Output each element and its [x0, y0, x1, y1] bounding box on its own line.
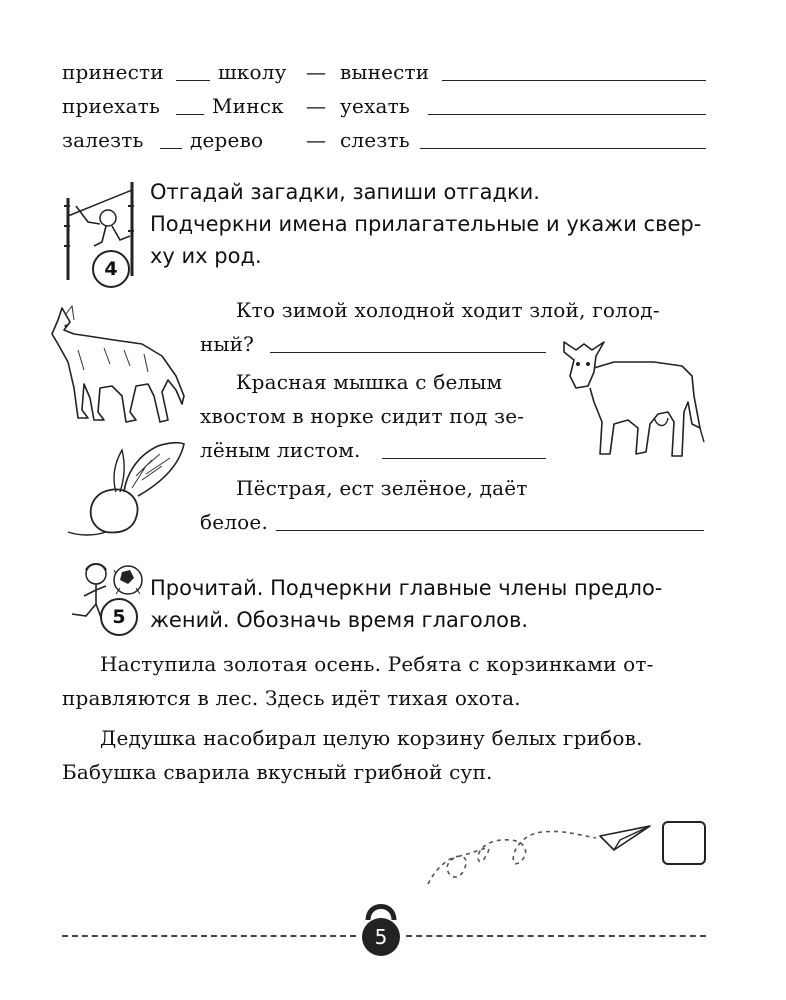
answer-line[interactable] [382, 458, 546, 459]
dash: — [306, 128, 327, 152]
riddle-line: Кто зимой холодной ходит злой, голод- [236, 298, 660, 322]
dash: — [306, 94, 327, 118]
word-verb: залезть [62, 128, 144, 152]
word-noun: Минск [212, 94, 284, 118]
text-line: Бабушка сварила вкусный грибной суп. [62, 760, 493, 784]
instruction-line: Прочитай. Подчеркни главные члены предло- [150, 576, 663, 600]
footer-divider-left [62, 935, 356, 937]
preposition-blank[interactable] [176, 80, 210, 81]
cow-illustration [554, 332, 710, 464]
answer-line[interactable] [276, 530, 704, 531]
wolf-illustration [44, 300, 190, 432]
answer-line[interactable] [420, 148, 706, 149]
footer-divider-right [406, 935, 706, 937]
preposition-blank[interactable] [160, 148, 182, 149]
task-number-badge: 5 [100, 598, 138, 636]
instruction-line: ху их род. [150, 244, 262, 268]
answer-line[interactable] [270, 352, 546, 353]
exercise-row [62, 60, 712, 90]
exercise-row [62, 128, 712, 158]
preposition-blank[interactable] [176, 114, 204, 115]
riddle-line: ный? [200, 332, 255, 356]
answer-line[interactable] [428, 114, 706, 115]
paper-plane-path-icon [424, 812, 656, 892]
text-line: Дедушка насобирал целую корзину белых грибов. [100, 726, 643, 750]
task-4-instructions [150, 176, 710, 272]
riddle-line: Пёстрая, ест зелёное, даёт [236, 476, 528, 500]
dash: — [306, 60, 327, 84]
answer-line[interactable] [442, 80, 706, 81]
text-line: правляются в лес. Здесь идёт тихая охота. [62, 686, 521, 710]
riddle-line: лёным листом. [200, 438, 361, 462]
riddle-line: хвостом в норке сидит под зе- [200, 404, 525, 428]
word-noun: дерево [190, 128, 264, 152]
text-line: Наступила золотая осень. Ребята с корзинками от- [100, 652, 654, 676]
word-verb: принести [62, 60, 164, 84]
task-5-instructions [150, 572, 710, 636]
riddle-line: белое. [200, 510, 269, 534]
word-antonym: уехать [340, 94, 410, 118]
instruction-line: жений. Обозначь время глаголов. [150, 608, 529, 632]
instruction-line: Подчеркни имена прилагательные и укажи свер- [150, 212, 702, 236]
beet-illustration [66, 436, 190, 540]
instruction-line: Отгадай загадки, запиши отгадки. [150, 180, 540, 204]
word-noun: школу [218, 60, 287, 84]
check-box[interactable] [662, 821, 706, 865]
exercise-row [62, 94, 712, 124]
page-number: 5 [362, 918, 400, 956]
word-verb: приехать [62, 94, 161, 118]
task-number-badge: 4 [92, 250, 130, 288]
word-antonym: вынести [340, 60, 430, 84]
word-antonym: слезть [340, 128, 410, 152]
riddle-line: Красная мышка с белым [236, 370, 503, 394]
